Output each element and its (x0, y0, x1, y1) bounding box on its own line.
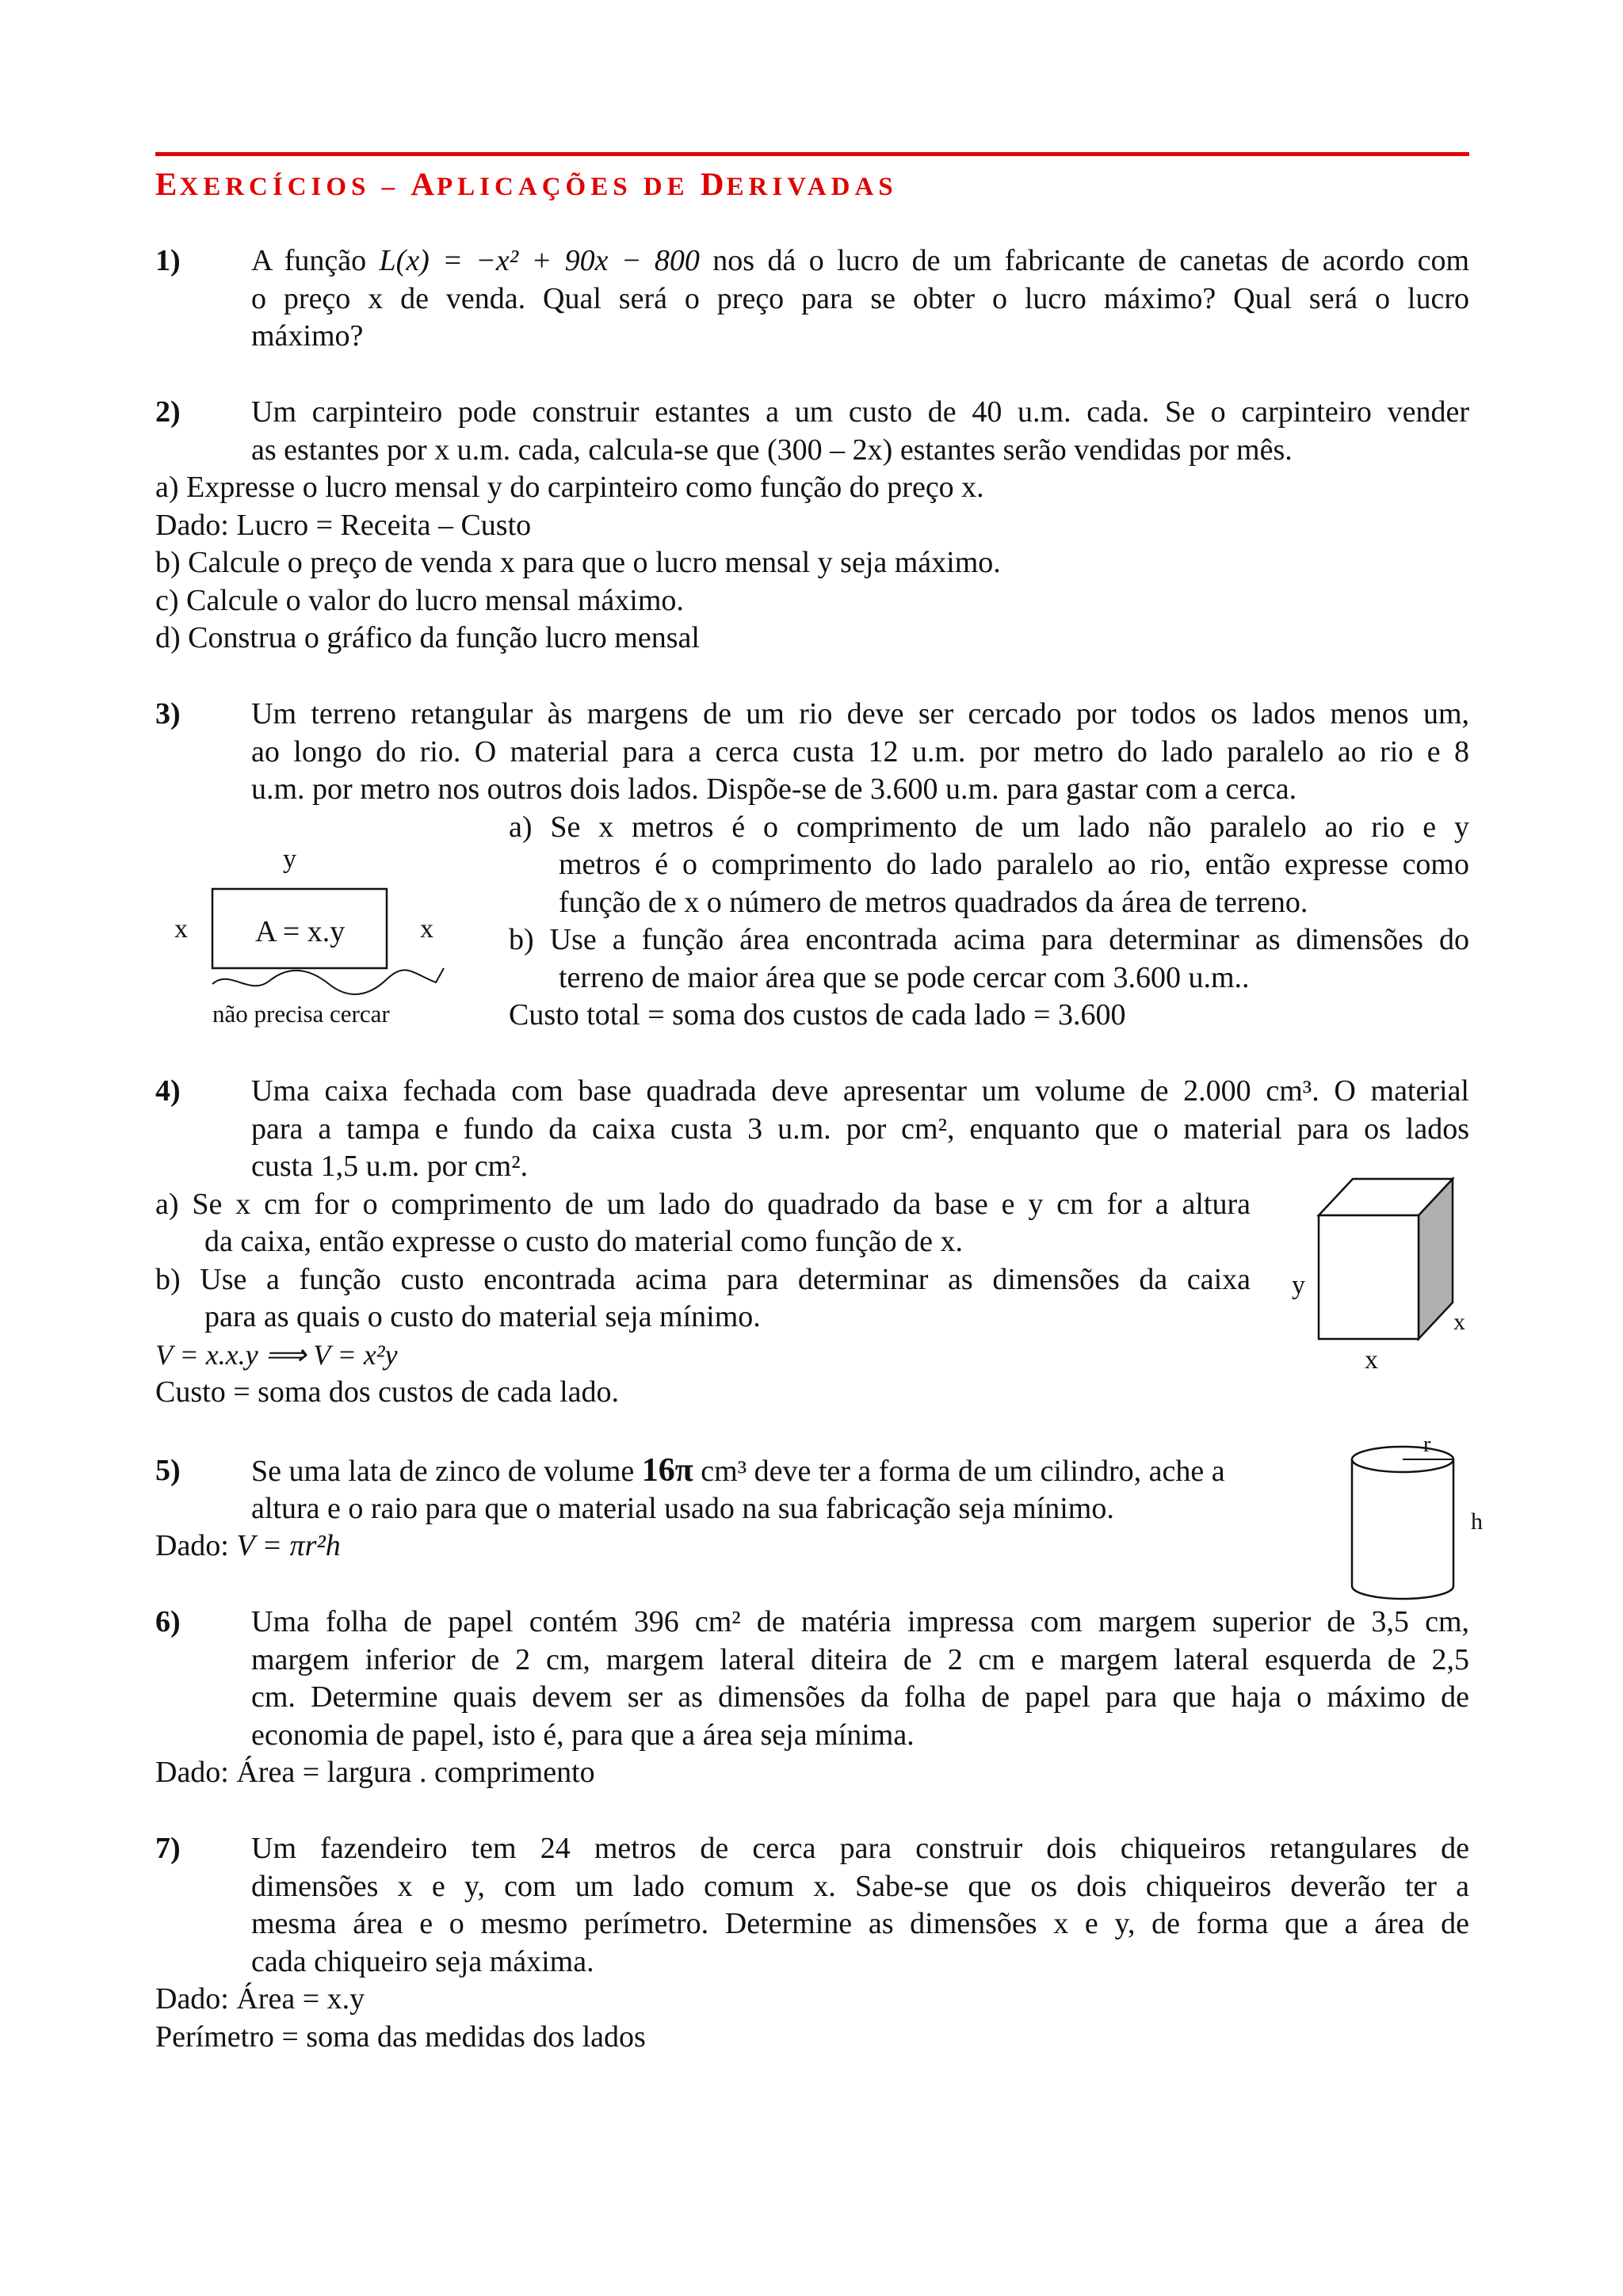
question-6-line-4: economia de papel, isto é, para que a área seja mínima. (251, 1718, 915, 1752)
field-label-x-right: x (420, 914, 433, 944)
question-5-dado: Dado: V = πr²h (155, 1529, 341, 1562)
question-3-item-b-line-1: b) Use a função área encontrada acima para determinar as dimensões do (509, 923, 1469, 956)
field-caption: não precisa cercar (212, 1000, 390, 1028)
page-title: EXERCÍCIOS – APLICAÇÕES DE DERIVADAS (155, 166, 898, 202)
river-line (212, 968, 444, 994)
question-3-item-a-line-2: metros é o comprimento do lado paralelo ao rio, então expresse como (559, 848, 1469, 881)
field-area-label: A = x.y (255, 915, 346, 948)
question-7-line-1: Um fazendeiro tem 24 metros de cerca para construir dois chiqueiros retangulares de (251, 1832, 1469, 1865)
box-diagram (1308, 1173, 1466, 1347)
question-1-number: 1) (155, 244, 181, 277)
question-6-number: 6) (155, 1605, 181, 1638)
question-7-line-4: cada chiqueiro seja máxima. (251, 1945, 594, 1978)
question-6-line-2: margem inferior de 2 cm, margem lateral diteira de 2 cm e margem lateral esquerda de 2,5 (251, 1643, 1469, 1676)
question-4-line-2: para a tampa e fundo da caixa custa 3 u.m. por cm², enquanto que o material para os lados (251, 1112, 1469, 1146)
question-2-item-b: b) Calcule o preço de venda x para que o lucro mensal y seja máximo. (155, 546, 1001, 579)
question-1-line-2: o preço x de venda. Qual será o preço para se obter o lucro máximo? Qual será o lucro (251, 282, 1469, 315)
box-label-x-bottom: x (1365, 1345, 1378, 1375)
profit-formula: L(x) = −x² + 90x − 800 (379, 244, 700, 277)
question-4-item-a-line-1: a) Se x cm for o comprimento de um lado do quadrado da base e y cm for a altura (155, 1188, 1251, 1221)
box-label-x-side: x (1453, 1309, 1465, 1335)
question-1-line-3: máximo? (251, 319, 364, 353)
question-3-number: 3) (155, 697, 181, 730)
question-3-line-1: Um terreno retangular às margens de um rio deve ser cercado por todos os lados menos um, (251, 697, 1469, 730)
question-5-number: 5) (155, 1454, 181, 1487)
question-7-number: 7) (155, 1832, 181, 1865)
question-2-item-a: a) Expresse o lucro mensal y do carpinteiro como função do preço x. (155, 471, 984, 504)
question-2-line-2: as estantes por x u.m. cada, calcula-se que (300 – 2x) estantes serão vendidas por mês. (251, 433, 1293, 467)
question-2-number: 2) (155, 395, 181, 429)
field-label-y: y (283, 845, 296, 874)
cylinder-volume-formula: V = πr²h (236, 1529, 341, 1562)
question-4-item-b-line-1: b) Use a função custo encontrada acima para determinar as dimensões da caixa (155, 1263, 1251, 1296)
question-4-number: 4) (155, 1074, 181, 1108)
question-7-line-3: mesma área e o mesmo perímetro. Determine as dimensões x e y, de forma que a área de (251, 1907, 1469, 1940)
question-4-item-b-line-2: para as quais o custo do material seja mínimo. (204, 1300, 761, 1333)
question-3-item-b-line-2: terreno de maior área que se pode cercar com 3.600 u.m.. (559, 961, 1250, 994)
question-5-line-1: Se uma lata de zinco de volume 16π cm³ deve ter a forma de um cilindro, ache a (251, 1452, 1225, 1489)
question-3-line-3: u.m. por metro nos outros dois lados. Dispõe-se de 3.600 u.m. para gastar com a cerca. (251, 772, 1297, 806)
question-6-dado: Dado: Área = largura . comprimento (155, 1756, 595, 1789)
box-front-face (1319, 1215, 1419, 1339)
field-label-x-left: x (174, 914, 188, 944)
question-7-perimetro: Perímetro = soma das medidas dos lados (155, 2020, 646, 2054)
question-4-line-1: Uma caixa fechada com base quadrada deve apresentar um volume de 2.000 cm³. O material (251, 1074, 1469, 1108)
cylinder-diagram (1347, 1442, 1466, 1600)
question-3-item-a-line-3: função de x o número de metros quadrados da área de terreno. (559, 886, 1308, 919)
cylinder-bottom (1352, 1586, 1453, 1599)
cylinder-label-r: r (1423, 1432, 1431, 1457)
question-7-dado: Dado: Área = x.y (155, 1982, 365, 2016)
cylinder-label-h: h (1471, 1508, 1483, 1535)
question-5-line-2: altura e o raio para que o material usado na sua fabricação seja mínimo. (251, 1492, 1114, 1525)
question-3-item-a-line-1: a) Se x metros é o comprimento de um lado não paralelo ao rio e y (509, 810, 1469, 844)
question-7-line-2: dimensões x e y, com um lado comum x. Sabe-se que os dois chiqueiros deverão ter a (251, 1870, 1469, 1903)
question-2-item-d: d) Construa o gráfico da função lucro mensal (155, 621, 700, 654)
question-4-custo: Custo = soma dos custos de cada lado. (155, 1375, 620, 1409)
question-1-line-1: A função L(x) = −x² + 90x − 800 nos dá o lucro de um fabricante de canetas de acordo com (251, 244, 1469, 277)
question-4-item-a-line-2: da caixa, então expresse o custo do material como função de x. (204, 1225, 964, 1258)
title-rule (155, 152, 1469, 156)
cylinder-volume-value: 16π (641, 1452, 693, 1489)
box-label-y: y (1292, 1271, 1305, 1300)
question-6-line-3: cm. Determine quais devem ser as dimensões da folha de papel para que haja o máximo de (251, 1680, 1469, 1714)
question-6-line-1: Uma folha de papel contém 396 cm² de matéria impressa com margem superior de 3,5 cm, (251, 1605, 1469, 1638)
question-3-total: Custo total = soma dos custos de cada lado = 3.600 (509, 998, 1126, 1032)
question-2-item-c: c) Calcule o valor do lucro mensal máximo. (155, 584, 684, 617)
question-2-dado: Dado: Lucro = Receita – Custo (155, 509, 532, 542)
question-4-line-3: custa 1,5 u.m. por cm². (251, 1150, 529, 1183)
question-2-line-1: Um carpinteiro pode construir estantes a um custo de 40 u.m. cada. Se o carpinteiro vender (251, 395, 1469, 429)
question-3-line-2: ao longo do rio. O material para a cerca custa 12 u.m. por metro do lado paralelo ao rio e 8 (251, 735, 1469, 769)
volume-formula: V = x.x.y ⟹ V = x²y (155, 1339, 398, 1371)
